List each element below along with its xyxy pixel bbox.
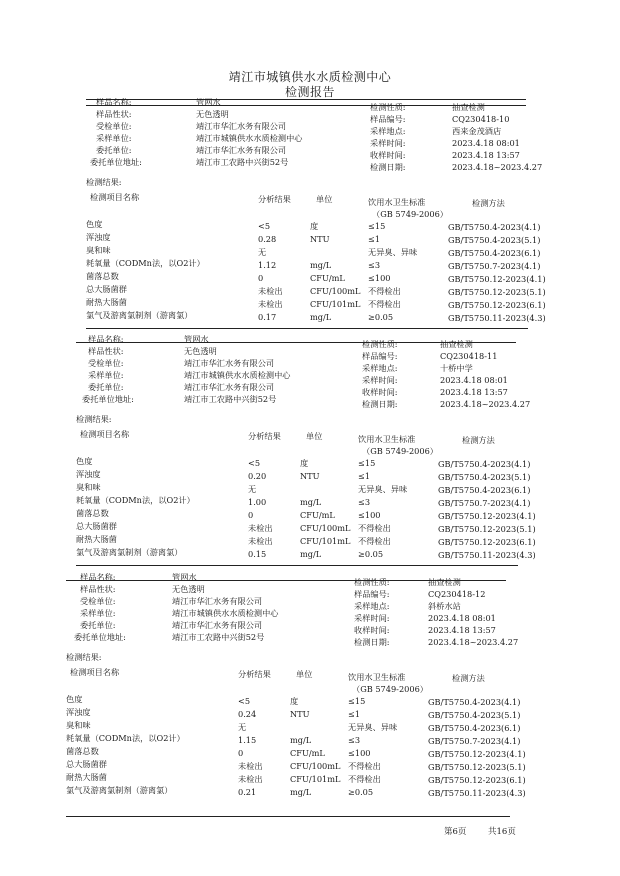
row-unit: 度 xyxy=(300,458,309,468)
col-header-method: 检测方法 xyxy=(472,198,505,208)
sampling-unit-label: 采样单位: xyxy=(80,608,116,618)
sampling-time-label: 采样时间: xyxy=(354,613,390,623)
client-unit-label: 委托单位: xyxy=(96,145,132,155)
row-unit: NTU xyxy=(290,709,310,719)
row-unit: mg/L xyxy=(310,260,332,270)
test-nature-value: 抽查检测 xyxy=(440,339,473,349)
row-std: 无异臭、异味 xyxy=(358,484,408,494)
row-item: 臭和味 xyxy=(76,482,101,492)
row-result: 未检出 xyxy=(248,523,273,533)
page-total: 共16页 xyxy=(488,827,516,837)
section-header-rule xyxy=(66,580,506,581)
client-address-label: 委托单位地址: xyxy=(74,632,126,642)
sampling-site-value: 西来金茂酒店 xyxy=(452,126,502,136)
row-method: GB/T5750.12-2023(6.1) xyxy=(438,537,536,547)
client-address-label: 委托单位地址: xyxy=(90,157,142,167)
sampling-site-value: 十桥中学 xyxy=(440,363,473,373)
sample-no-value: CQ230418-12 xyxy=(428,589,486,599)
row-method: GB/T5750.7-2023(4.1) xyxy=(428,736,521,746)
footer-rule xyxy=(66,816,510,817)
row-item: 耗氧量（CODMn法，以O2计） xyxy=(66,733,185,743)
report-title: 检测报告 xyxy=(284,85,335,99)
row-result: 0.24 xyxy=(238,709,257,719)
row-item: 耗氧量（CODMn法，以O2计） xyxy=(76,495,195,505)
test-nature-value: 抽查检测 xyxy=(428,577,461,587)
sampling-time-label: 采样时间: xyxy=(370,138,406,148)
row-item: 浑浊度 xyxy=(76,469,101,479)
row-result: 未检出 xyxy=(248,536,273,546)
row-std: ≤100 xyxy=(368,273,391,283)
sample-name-value: 管网水 xyxy=(196,97,221,107)
row-item: 总大肠菌群 xyxy=(66,759,107,769)
sample-props-label: 样品性状: xyxy=(80,584,116,594)
col-header-std-code: （GB 5749-2006） xyxy=(362,446,438,456)
row-result: 未检出 xyxy=(258,299,283,309)
test-date-value: 2023.4.18~2023.4.27 xyxy=(452,162,543,172)
client-address-label: 委托单位地址: xyxy=(82,394,134,404)
row-method: GB/T5750.11-2023(4.3) xyxy=(438,550,536,560)
row-result: 0.20 xyxy=(248,471,267,481)
row-result: 0.15 xyxy=(248,549,267,559)
row-method: GB/T5750.4-2023(4.1) xyxy=(438,459,531,469)
sampling-time-label: 采样时间: xyxy=(362,375,398,385)
sampling-time-value: 2023.4.18 08:01 xyxy=(440,375,508,385)
receipt-time-value: 2023.4.18 13:57 xyxy=(452,150,520,160)
inspected-unit-label: 受检单位: xyxy=(80,596,116,606)
sample-props-value: 无色透明 xyxy=(172,584,205,594)
sample-props-label: 样品性状: xyxy=(88,346,124,356)
receipt-time-value: 2023.4.18 13:57 xyxy=(428,625,496,635)
receipt-time-label: 收样时间: xyxy=(362,387,398,397)
row-unit: 度 xyxy=(290,696,299,706)
col-header-item: 检测项目名称 xyxy=(80,429,130,439)
row-result: 0 xyxy=(238,748,244,758)
row-std: ≤3 xyxy=(358,497,371,507)
row-item: 菌落总数 xyxy=(66,746,99,756)
sample-no-label: 样品编号: xyxy=(370,114,406,124)
row-result: <5 xyxy=(248,458,261,468)
row-std: ≤1 xyxy=(348,709,361,719)
sampling-unit-value: 靖江市城镇供水水质检测中心 xyxy=(196,133,303,143)
sampling-unit-label: 采样单位: xyxy=(88,370,124,380)
sampling-site-label: 采样地点: xyxy=(354,601,390,611)
row-method: GB/T5750.7-2023(4.1) xyxy=(438,498,531,508)
results-label: 检测结果: xyxy=(76,414,112,424)
sample-section xyxy=(0,332,620,572)
row-item: 氯气及游离氯制剂（游离氯） xyxy=(76,547,183,557)
client-unit-value: 靖江市华汇水务有限公司 xyxy=(196,145,287,155)
row-result: 无 xyxy=(248,484,257,494)
row-method: GB/T5750.4-2023(5.1) xyxy=(428,710,521,720)
row-std: ≥0.05 xyxy=(348,787,374,797)
row-unit: CFU/mL xyxy=(310,273,345,283)
row-std: ≤3 xyxy=(368,260,381,270)
inspected-unit-label: 受检单位: xyxy=(96,121,132,131)
sample-name-label: 样品名称: xyxy=(96,97,132,107)
row-std: ≤15 xyxy=(368,221,386,231)
col-header-std: 饮用水卫生标准 xyxy=(348,672,406,682)
results-label: 检测结果: xyxy=(66,652,102,662)
row-method: GB/T5750.4-2023(6.1) xyxy=(448,248,541,258)
row-method: GB/T5750.4-2023(5.1) xyxy=(438,472,531,482)
row-method: GB/T5750.12-2023(4.1) xyxy=(428,749,526,759)
row-method: GB/T5750.4-2023(6.1) xyxy=(428,723,521,733)
row-unit: NTU xyxy=(310,234,330,244)
results-label: 检测结果: xyxy=(86,177,122,187)
row-method: GB/T5750.12-2023(4.1) xyxy=(438,511,536,521)
col-header-unit: 单位 xyxy=(296,669,313,679)
row-unit: 度 xyxy=(310,221,319,231)
receipt-time-label: 收样时间: xyxy=(370,150,406,160)
sampling-time-value: 2023.4.18 08:01 xyxy=(452,138,520,148)
sampling-unit-label: 采样单位: xyxy=(96,133,132,143)
sample-no-value: CQ230418-10 xyxy=(452,114,510,124)
sample-section xyxy=(0,570,620,810)
row-result: 0 xyxy=(258,273,264,283)
row-unit: NTU xyxy=(300,471,320,481)
row-result: 0 xyxy=(248,510,254,520)
row-unit: CFU/101mL xyxy=(300,536,351,546)
row-std: ≤100 xyxy=(358,510,381,520)
row-unit: CFU/mL xyxy=(290,748,325,758)
row-result: 1.15 xyxy=(238,735,257,745)
test-nature-label: 检测性质: xyxy=(354,577,390,587)
test-date-label: 检测日期: xyxy=(370,162,406,172)
row-std: 不得检出 xyxy=(348,774,381,784)
row-std: 不得检出 xyxy=(358,536,391,546)
report-org-title: 靖江市城镇供水水质检测中心 xyxy=(228,70,392,84)
row-method: GB/T5750.12-2023(6.1) xyxy=(428,775,526,785)
sampling-site-label: 采样地点: xyxy=(362,363,398,373)
row-result: 0.28 xyxy=(258,234,277,244)
row-std: ≤1 xyxy=(358,471,371,481)
col-header-std-code: （GB 5749-2006） xyxy=(352,684,428,694)
row-item: 浑浊度 xyxy=(66,707,91,717)
test-date-value: 2023.4.18~2023.4.27 xyxy=(428,637,519,647)
section-divider xyxy=(76,565,518,566)
row-item: 耐热大肠菌 xyxy=(76,534,117,544)
sample-no-label: 样品编号: xyxy=(362,351,398,361)
row-unit: CFU/100mL xyxy=(300,523,351,533)
row-item: 色度 xyxy=(66,694,83,704)
row-std: ≤15 xyxy=(358,458,376,468)
client-unit-label: 委托单位: xyxy=(88,382,124,392)
row-item: 总大肠菌群 xyxy=(86,284,127,294)
row-method: GB/T5750.4-2023(4.1) xyxy=(428,697,521,707)
row-result: 0.21 xyxy=(238,787,257,797)
col-header-method: 检测方法 xyxy=(462,435,495,445)
col-header-std-code: （GB 5749-2006） xyxy=(372,209,448,219)
receipt-time-value: 2023.4.18 13:57 xyxy=(440,387,508,397)
section-header-rule xyxy=(86,105,526,106)
client-address-value: 靖江市工农路中兴街52号 xyxy=(172,632,265,642)
row-std: ≥0.05 xyxy=(358,549,384,559)
row-method: GB/T5750.4-2023(4.1) xyxy=(448,222,541,232)
row-std: 无异臭、异味 xyxy=(348,722,398,732)
sample-no-label: 样品编号: xyxy=(354,589,390,599)
row-std: 不得检出 xyxy=(368,299,401,309)
col-header-result: 分析结果 xyxy=(238,669,271,679)
row-result: 1.12 xyxy=(258,260,277,270)
row-result: 无 xyxy=(258,247,267,257)
sampling-time-value: 2023.4.18 08:01 xyxy=(428,613,496,623)
row-result: 未检出 xyxy=(238,774,263,784)
row-method: GB/T5750.4-2023(5.1) xyxy=(448,235,541,245)
row-unit: mg/L xyxy=(300,549,322,559)
row-unit: CFU/101mL xyxy=(310,299,361,309)
test-date-value: 2023.4.18~2023.4.27 xyxy=(440,399,531,409)
row-item: 浑浊度 xyxy=(86,232,111,242)
row-method: GB/T5750.12-2023(5.1) xyxy=(448,287,546,297)
client-unit-value: 靖江市华汇水务有限公司 xyxy=(172,620,263,630)
row-unit: CFU/100mL xyxy=(290,761,341,771)
row-result: 1.00 xyxy=(248,497,267,507)
test-nature-label: 检测性质: xyxy=(362,339,398,349)
row-item: 菌落总数 xyxy=(76,508,109,518)
row-std: 不得检出 xyxy=(358,523,391,533)
row-std: ≤3 xyxy=(348,735,361,745)
row-result: <5 xyxy=(238,696,251,706)
row-unit: mg/L xyxy=(300,497,322,507)
col-header-unit: 单位 xyxy=(306,431,323,441)
col-header-result: 分析结果 xyxy=(248,431,281,441)
test-date-label: 检测日期: xyxy=(354,637,390,647)
sample-no-value: CQ230418-11 xyxy=(440,351,498,361)
row-item: 耐热大肠菌 xyxy=(66,772,107,782)
test-date-label: 检测日期: xyxy=(362,399,398,409)
sample-name-label: 样品名称: xyxy=(88,334,124,344)
row-unit: CFU/mL xyxy=(300,510,335,520)
row-std: ≤15 xyxy=(348,696,366,706)
row-unit: mg/L xyxy=(290,735,312,745)
section-header-rule xyxy=(76,342,516,343)
row-method: GB/T5750.4-2023(6.1) xyxy=(438,485,531,495)
sampling-site-label: 采样地点: xyxy=(370,126,406,136)
client-unit-value: 靖江市华汇水务有限公司 xyxy=(184,382,275,392)
col-header-item: 检测项目名称 xyxy=(90,192,140,202)
row-method: GB/T5750.7-2023(4.1) xyxy=(448,261,541,271)
sample-props-label: 样品性状: xyxy=(96,109,132,119)
col-header-item: 检测项目名称 xyxy=(70,667,120,677)
sample-name-value: 管网水 xyxy=(184,334,209,344)
row-method: GB/T5750.12-2023(5.1) xyxy=(428,762,526,772)
inspected-unit-value: 靖江市华汇水务有限公司 xyxy=(196,121,287,131)
row-item: 臭和味 xyxy=(86,245,111,255)
row-method: GB/T5750.11-2023(4.3) xyxy=(448,313,546,323)
row-item: 菌落总数 xyxy=(86,271,119,281)
client-address-value: 靖江市工农路中兴街52号 xyxy=(184,394,277,404)
row-std: ≤100 xyxy=(348,748,371,758)
col-header-std: 饮用水卫生标准 xyxy=(358,434,416,444)
col-header-std: 饮用水卫生标准 xyxy=(368,197,426,207)
inspected-unit-label: 受检单位: xyxy=(88,358,124,368)
row-std: ≤1 xyxy=(368,234,381,244)
col-header-method: 检测方法 xyxy=(452,673,485,683)
client-address-value: 靖江市工农路中兴街52号 xyxy=(196,157,289,167)
sample-props-value: 无色透明 xyxy=(184,346,217,356)
col-header-result: 分析结果 xyxy=(258,194,291,204)
sample-props-value: 无色透明 xyxy=(196,109,229,119)
row-unit: mg/L xyxy=(310,312,332,322)
row-item: 氯气及游离氯制剂（游离氯） xyxy=(66,785,173,795)
row-result: <5 xyxy=(258,221,271,231)
row-item: 氯气及游离氯制剂（游离氯） xyxy=(86,310,193,320)
row-unit: CFU/100mL xyxy=(310,286,361,296)
col-header-unit: 单位 xyxy=(316,194,333,204)
section-divider xyxy=(86,328,528,329)
sampling-unit-value: 靖江市城镇供水水质检测中心 xyxy=(172,608,279,618)
row-std: 不得检出 xyxy=(348,761,381,771)
test-nature-value: 抽查检测 xyxy=(452,102,485,112)
row-method: GB/T5750.11-2023(4.3) xyxy=(428,788,526,798)
inspected-unit-value: 靖江市华汇水务有限公司 xyxy=(184,358,275,368)
row-result: 无 xyxy=(238,722,247,732)
sampling-site-value: 斜桥水站 xyxy=(428,601,461,611)
sample-name-value: 管网水 xyxy=(172,572,197,582)
row-std: 不得检出 xyxy=(368,286,401,296)
row-result: 未检出 xyxy=(258,286,283,296)
client-unit-label: 委托单位: xyxy=(80,620,116,630)
row-item: 总大肠菌群 xyxy=(76,521,117,531)
row-result: 未检出 xyxy=(238,761,263,771)
row-item: 耐热大肠菌 xyxy=(86,297,127,307)
row-std: 无异臭、异味 xyxy=(368,247,418,257)
row-item: 臭和味 xyxy=(66,720,91,730)
row-unit: CFU/101mL xyxy=(290,774,341,784)
row-item: 耗氧量（CODMn法，以O2计） xyxy=(86,258,205,268)
page-number: 第6页 xyxy=(444,827,467,837)
sampling-unit-value: 靖江市城镇供水水质检测中心 xyxy=(184,370,291,380)
row-item: 色度 xyxy=(76,456,93,466)
sample-name-label: 样品名称: xyxy=(80,572,116,582)
inspected-unit-value: 靖江市华汇水务有限公司 xyxy=(172,596,263,606)
sample-section xyxy=(0,95,620,335)
receipt-time-label: 收样时间: xyxy=(354,625,390,635)
row-method: GB/T5750.12-2023(5.1) xyxy=(438,524,536,534)
row-item: 色度 xyxy=(86,219,103,229)
row-method: GB/T5750.12-2023(4.1) xyxy=(448,274,546,284)
row-std: ≥0.05 xyxy=(368,312,394,322)
row-result: 0.17 xyxy=(258,312,277,322)
test-nature-label: 检测性质: xyxy=(370,102,406,112)
row-method: GB/T5750.12-2023(6.1) xyxy=(448,300,546,310)
row-unit: mg/L xyxy=(290,787,312,797)
